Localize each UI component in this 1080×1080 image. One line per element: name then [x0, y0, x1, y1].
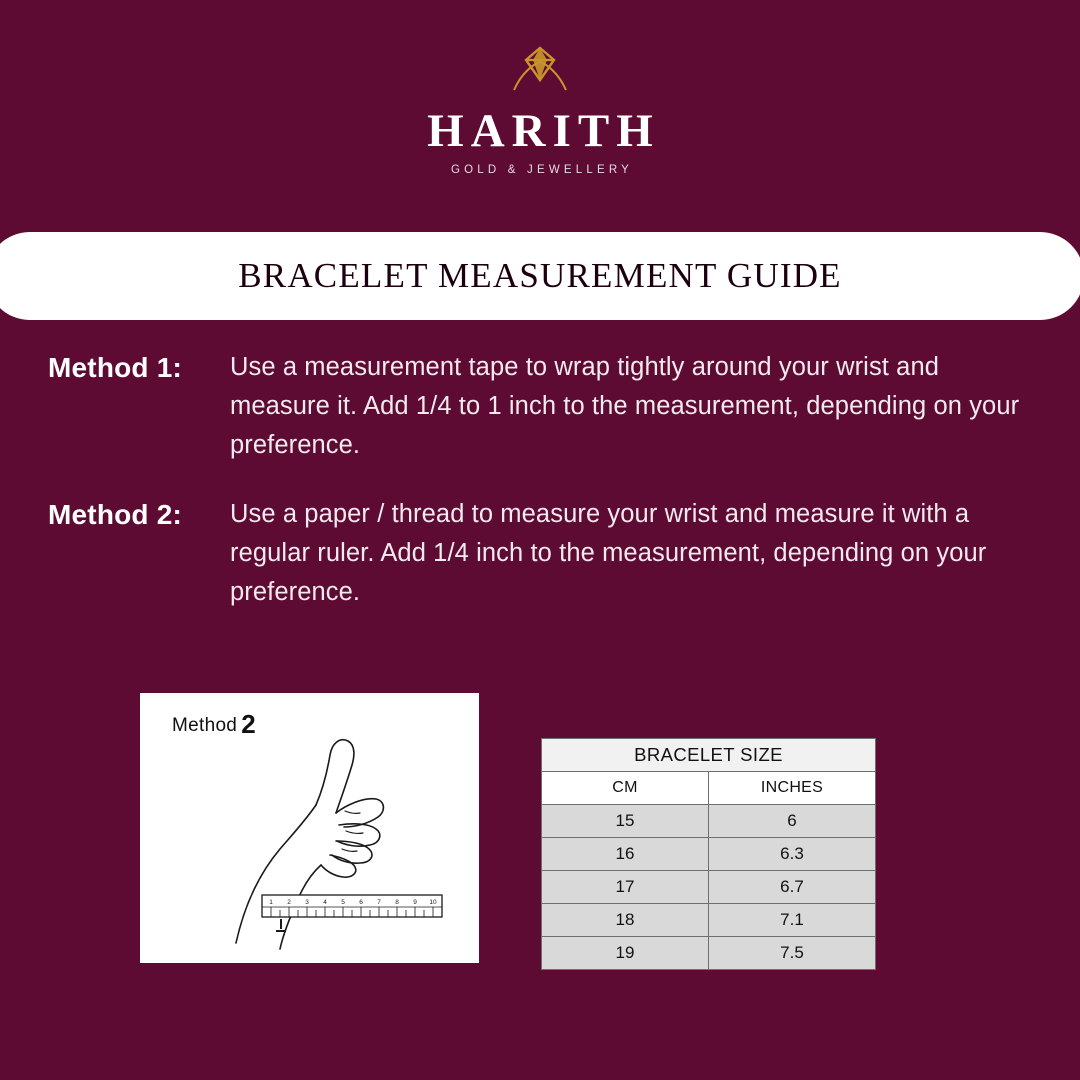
- svg-text:6: 6: [359, 899, 363, 906]
- table-cell-cm: 17: [542, 871, 709, 904]
- table-cell-inches: 6.7: [709, 871, 876, 904]
- method-2-illustration-card: [140, 693, 479, 963]
- illustration-caption: [172, 709, 256, 740]
- table-row: [542, 805, 876, 838]
- svg-text:4: 4: [323, 899, 327, 906]
- table-row: [542, 871, 876, 904]
- bracelet-size-table: [541, 738, 876, 970]
- method-label: Method 2:: [48, 499, 183, 530]
- method-text: Use a paper / thread to measure your wrist and measure it with a regular ruler. Add 1/4 inch to the measurement, depending on your preference.: [230, 500, 987, 606]
- table-cell-inches: 6: [709, 805, 876, 838]
- table-column-header-inches: INCHES: [709, 772, 876, 805]
- table-row: [542, 838, 876, 871]
- method-item: [48, 495, 1043, 612]
- table-cell-cm: 16: [542, 838, 709, 871]
- illustration-caption-number: 2: [241, 709, 256, 739]
- table-column-header-cm: CM: [542, 772, 709, 805]
- method-label: Method 1:: [48, 352, 183, 383]
- table-cell-inches: 6.3: [709, 838, 876, 871]
- table-row: [542, 904, 876, 937]
- svg-text:9: 9: [413, 899, 417, 906]
- table-cell-cm: 18: [542, 904, 709, 937]
- methods-list: [48, 348, 1043, 642]
- page-title-banner: [0, 232, 1080, 320]
- svg-text:5: 5: [341, 899, 345, 906]
- svg-text:2: 2: [287, 899, 291, 906]
- svg-text:8: 8: [395, 899, 399, 906]
- page-title: BRACELET MEASUREMENT GUIDE: [238, 256, 842, 295]
- illustration-caption-prefix: Method: [172, 715, 238, 736]
- table-cell-cm: 19: [542, 937, 709, 970]
- brand-tagline: GOLD & JEWELLERY: [450, 164, 634, 176]
- svg-text:7: 7: [377, 899, 381, 906]
- svg-text:1: 1: [269, 899, 273, 906]
- svg-text:10: 10: [429, 899, 437, 906]
- method-item: [48, 348, 1043, 465]
- table-cell-inches: 7.1: [709, 904, 876, 937]
- diamond-gem-icon: [508, 46, 572, 102]
- svg-text:3: 3: [305, 899, 309, 906]
- table-row: [542, 937, 876, 970]
- brand-name: HARITH: [427, 105, 660, 157]
- table-title: BRACELET SIZE: [542, 739, 876, 772]
- table-cell-inches: 7.5: [709, 937, 876, 970]
- table-cell-cm: 15: [542, 805, 709, 838]
- method-text: Use a measurement tape to wrap tightly around your wrist and measure it. Add 1/4 to 1 inch to the measurement, depending on your preference.: [230, 353, 1020, 459]
- brand-header: [0, 46, 1080, 176]
